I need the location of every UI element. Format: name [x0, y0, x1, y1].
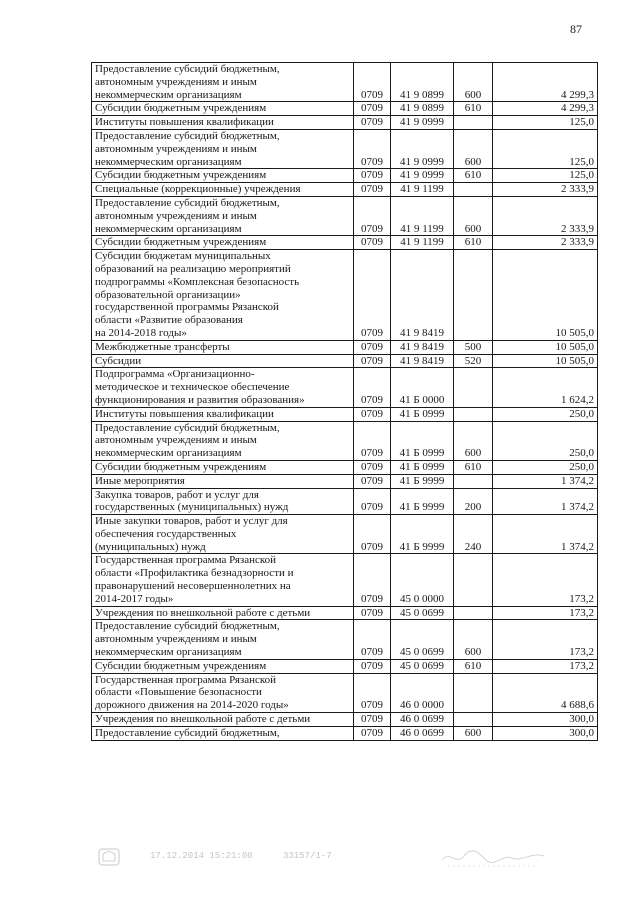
table-row — [92, 726, 598, 740]
budget-table — [91, 62, 598, 741]
row-name: Предоставление субсидий бюджетным, автономным учреждениям и иным некоммерческим организациям — [92, 620, 354, 659]
table-row — [92, 63, 598, 102]
row-section-code: 0709 — [354, 368, 391, 407]
row-expense-type — [454, 116, 493, 130]
row-expense-type: 600 — [454, 421, 493, 460]
row-section-code: 0709 — [354, 354, 391, 368]
row-section-code: 0709 — [354, 169, 391, 183]
row-section-code: 0709 — [354, 183, 391, 197]
row-amount: 10 505,0 — [493, 250, 598, 341]
row-target-article: 41 9 1199 — [391, 236, 454, 250]
row-expense-type — [454, 606, 493, 620]
row-target-article: 41 Б 0999 — [391, 460, 454, 474]
table-row — [92, 129, 598, 168]
table-row — [92, 183, 598, 197]
row-target-article: 45 0 0699 — [391, 606, 454, 620]
row-target-article: 45 0 0699 — [391, 659, 454, 673]
row-target-article: 41 Б 9999 — [391, 488, 454, 515]
row-amount: 4 299,3 — [493, 102, 598, 116]
row-name: Субсидии — [92, 354, 354, 368]
table-row — [92, 474, 598, 488]
row-amount: 1 374,2 — [493, 488, 598, 515]
row-target-article: 41 Б 0000 — [391, 368, 454, 407]
row-amount: 173,2 — [493, 554, 598, 606]
row-section-code: 0709 — [354, 726, 391, 740]
row-target-article: 41 9 8419 — [391, 250, 454, 341]
row-target-article: 46 0 0699 — [391, 726, 454, 740]
row-target-article: 41 9 1199 — [391, 183, 454, 197]
row-expense-type — [454, 673, 493, 712]
row-amount: 125,0 — [493, 129, 598, 168]
row-name: Субсидии бюджетам муниципальных образований на реализацию мероприятий подпрограммы «Комплексная безопасность образовательной организации» государственной программы Рязанской области «Развитие образования на 2014-2018 годы» — [92, 250, 354, 341]
footer-datetime: 17.12.2014 15:21:00 — [150, 851, 253, 861]
row-expense-type — [454, 368, 493, 407]
table-row — [92, 606, 598, 620]
row-target-article: 41 9 0999 — [391, 116, 454, 130]
row-amount: 10 505,0 — [493, 340, 598, 354]
table-row — [92, 196, 598, 235]
table-row — [92, 250, 598, 341]
row-expense-type — [454, 474, 493, 488]
row-expense-type: 200 — [454, 488, 493, 515]
row-expense-type — [454, 183, 493, 197]
row-section-code: 0709 — [354, 713, 391, 727]
row-amount: 250,0 — [493, 460, 598, 474]
row-expense-type — [454, 250, 493, 341]
table-row — [92, 340, 598, 354]
row-expense-type: 600 — [454, 620, 493, 659]
footer-doc-code: 33157/1-7 — [283, 851, 332, 861]
row-target-article: 41 9 8419 — [391, 340, 454, 354]
row-name: Предоставление субсидий бюджетным, автономным учреждениям и иным некоммерческим организациям — [92, 421, 354, 460]
row-target-article: 41 Б 9999 — [391, 474, 454, 488]
row-expense-type: 240 — [454, 515, 493, 554]
row-section-code: 0709 — [354, 554, 391, 606]
row-amount: 300,0 — [493, 713, 598, 727]
table-row — [92, 236, 598, 250]
row-target-article: 41 Б 9999 — [391, 515, 454, 554]
row-name: Институты повышения квалификации — [92, 407, 354, 421]
row-section-code: 0709 — [354, 606, 391, 620]
row-section-code: 0709 — [354, 129, 391, 168]
row-name: Субсидии бюджетным учреждениям — [92, 460, 354, 474]
row-target-article: 41 9 1199 — [391, 196, 454, 235]
row-section-code: 0709 — [354, 421, 391, 460]
row-amount: 1 374,2 — [493, 515, 598, 554]
table-row — [92, 554, 598, 606]
row-amount: 4 299,3 — [493, 63, 598, 102]
row-name: Предоставление субсидий бюджетным, автономным учреждениям и иным некоммерческим организациям — [92, 129, 354, 168]
table-row — [92, 659, 598, 673]
row-section-code: 0709 — [354, 63, 391, 102]
row-amount: 2 333,9 — [493, 183, 598, 197]
budget-table-body — [92, 63, 598, 741]
row-section-code: 0709 — [354, 116, 391, 130]
row-amount: 2 333,9 — [493, 236, 598, 250]
row-name: Учреждения по внешкольной работе с детьми — [92, 606, 354, 620]
row-name: Подпрограмма «Организационно- методическое и техническое обеспечение функционирования и развития образования» — [92, 368, 354, 407]
row-name: Институты повышения квалификации — [92, 116, 354, 130]
row-name: Субсидии бюджетным учреждениям — [92, 169, 354, 183]
row-expense-type: 610 — [454, 169, 493, 183]
row-target-article: 41 9 0999 — [391, 169, 454, 183]
row-target-article: 46 0 0699 — [391, 713, 454, 727]
table-row — [92, 102, 598, 116]
row-section-code: 0709 — [354, 659, 391, 673]
row-expense-type: 600 — [454, 63, 493, 102]
row-amount: 125,0 — [493, 116, 598, 130]
table-row — [92, 673, 598, 712]
row-name: Предоставление субсидий бюджетным, — [92, 726, 354, 740]
row-section-code: 0709 — [354, 460, 391, 474]
row-amount: 4 688,6 — [493, 673, 598, 712]
stamp-icon — [96, 846, 122, 868]
row-name: Учреждения по внешкольной работе с детьми — [92, 713, 354, 727]
signature-icon — [438, 844, 548, 870]
row-amount: 173,2 — [493, 606, 598, 620]
row-section-code: 0709 — [354, 236, 391, 250]
row-target-article: 41 9 8419 — [391, 354, 454, 368]
row-expense-type: 600 — [454, 129, 493, 168]
row-target-article: 41 9 0899 — [391, 63, 454, 102]
table-row — [92, 407, 598, 421]
row-name: Межбюджетные трансферты — [92, 340, 354, 354]
row-expense-type: 520 — [454, 354, 493, 368]
row-expense-type — [454, 407, 493, 421]
page-number: 87 — [570, 22, 582, 36]
row-amount: 1 374,2 — [493, 474, 598, 488]
row-name: Иные закупки товаров, работ и услуг для обеспечения государственных (муниципальных) нужд — [92, 515, 354, 554]
table-row — [92, 169, 598, 183]
table-row — [92, 421, 598, 460]
row-amount: 300,0 — [493, 726, 598, 740]
row-name: Субсидии бюджетным учреждениям — [92, 236, 354, 250]
row-name: Иные мероприятия — [92, 474, 354, 488]
row-expense-type: 500 — [454, 340, 493, 354]
row-target-article: 45 0 0000 — [391, 554, 454, 606]
row-expense-type: 610 — [454, 659, 493, 673]
table-row — [92, 515, 598, 554]
table-row — [92, 368, 598, 407]
row-name: Субсидии бюджетным учреждениям — [92, 102, 354, 116]
row-target-article: 41 9 0899 — [391, 102, 454, 116]
table-row — [92, 116, 598, 130]
row-amount: 250,0 — [493, 421, 598, 460]
row-target-article: 46 0 0000 — [391, 673, 454, 712]
table-row — [92, 460, 598, 474]
row-expense-type: 600 — [454, 726, 493, 740]
row-target-article: 45 0 0699 — [391, 620, 454, 659]
row-name: Государственная программа Рязанской области «Профилактика безнадзорности и правонарушений несовершеннолетних на 2014-2017 годы» — [92, 554, 354, 606]
table-row — [92, 713, 598, 727]
row-amount: 173,2 — [493, 659, 598, 673]
row-section-code: 0709 — [354, 488, 391, 515]
row-expense-type: 610 — [454, 102, 493, 116]
row-section-code: 0709 — [354, 515, 391, 554]
table-row — [92, 620, 598, 659]
table-row — [92, 488, 598, 515]
row-section-code: 0709 — [354, 620, 391, 659]
row-expense-type — [454, 554, 493, 606]
row-amount: 2 333,9 — [493, 196, 598, 235]
row-section-code: 0709 — [354, 250, 391, 341]
row-amount: 250,0 — [493, 407, 598, 421]
row-amount: 10 505,0 — [493, 354, 598, 368]
row-name: Закупка товаров, работ и услуг для государственных (муниципальных) нужд — [92, 488, 354, 515]
row-section-code: 0709 — [354, 102, 391, 116]
row-amount: 125,0 — [493, 169, 598, 183]
row-name: Специальные (коррекционные) учреждения — [92, 183, 354, 197]
row-name: Предоставление субсидий бюджетным, автономным учреждениям и иным некоммерческим организациям — [92, 63, 354, 102]
row-name: Субсидии бюджетным учреждениям — [92, 659, 354, 673]
row-target-article: 41 9 0999 — [391, 129, 454, 168]
row-name: Государственная программа Рязанской области «Повышение безопасности дорожного движения на 2014-2020 годы» — [92, 673, 354, 712]
row-amount: 1 624,2 — [493, 368, 598, 407]
row-expense-type: 610 — [454, 236, 493, 250]
row-target-article: 41 Б 0999 — [391, 407, 454, 421]
table-row — [92, 354, 598, 368]
row-section-code: 0709 — [354, 407, 391, 421]
row-amount: 173,2 — [493, 620, 598, 659]
row-section-code: 0709 — [354, 196, 391, 235]
row-target-article: 41 Б 0999 — [391, 421, 454, 460]
row-section-code: 0709 — [354, 673, 391, 712]
row-expense-type: 610 — [454, 460, 493, 474]
row-expense-type: 600 — [454, 196, 493, 235]
row-section-code: 0709 — [354, 340, 391, 354]
row-name: Предоставление субсидий бюджетным, автономным учреждениям и иным некоммерческим организациям — [92, 196, 354, 235]
row-expense-type — [454, 713, 493, 727]
row-section-code: 0709 — [354, 474, 391, 488]
